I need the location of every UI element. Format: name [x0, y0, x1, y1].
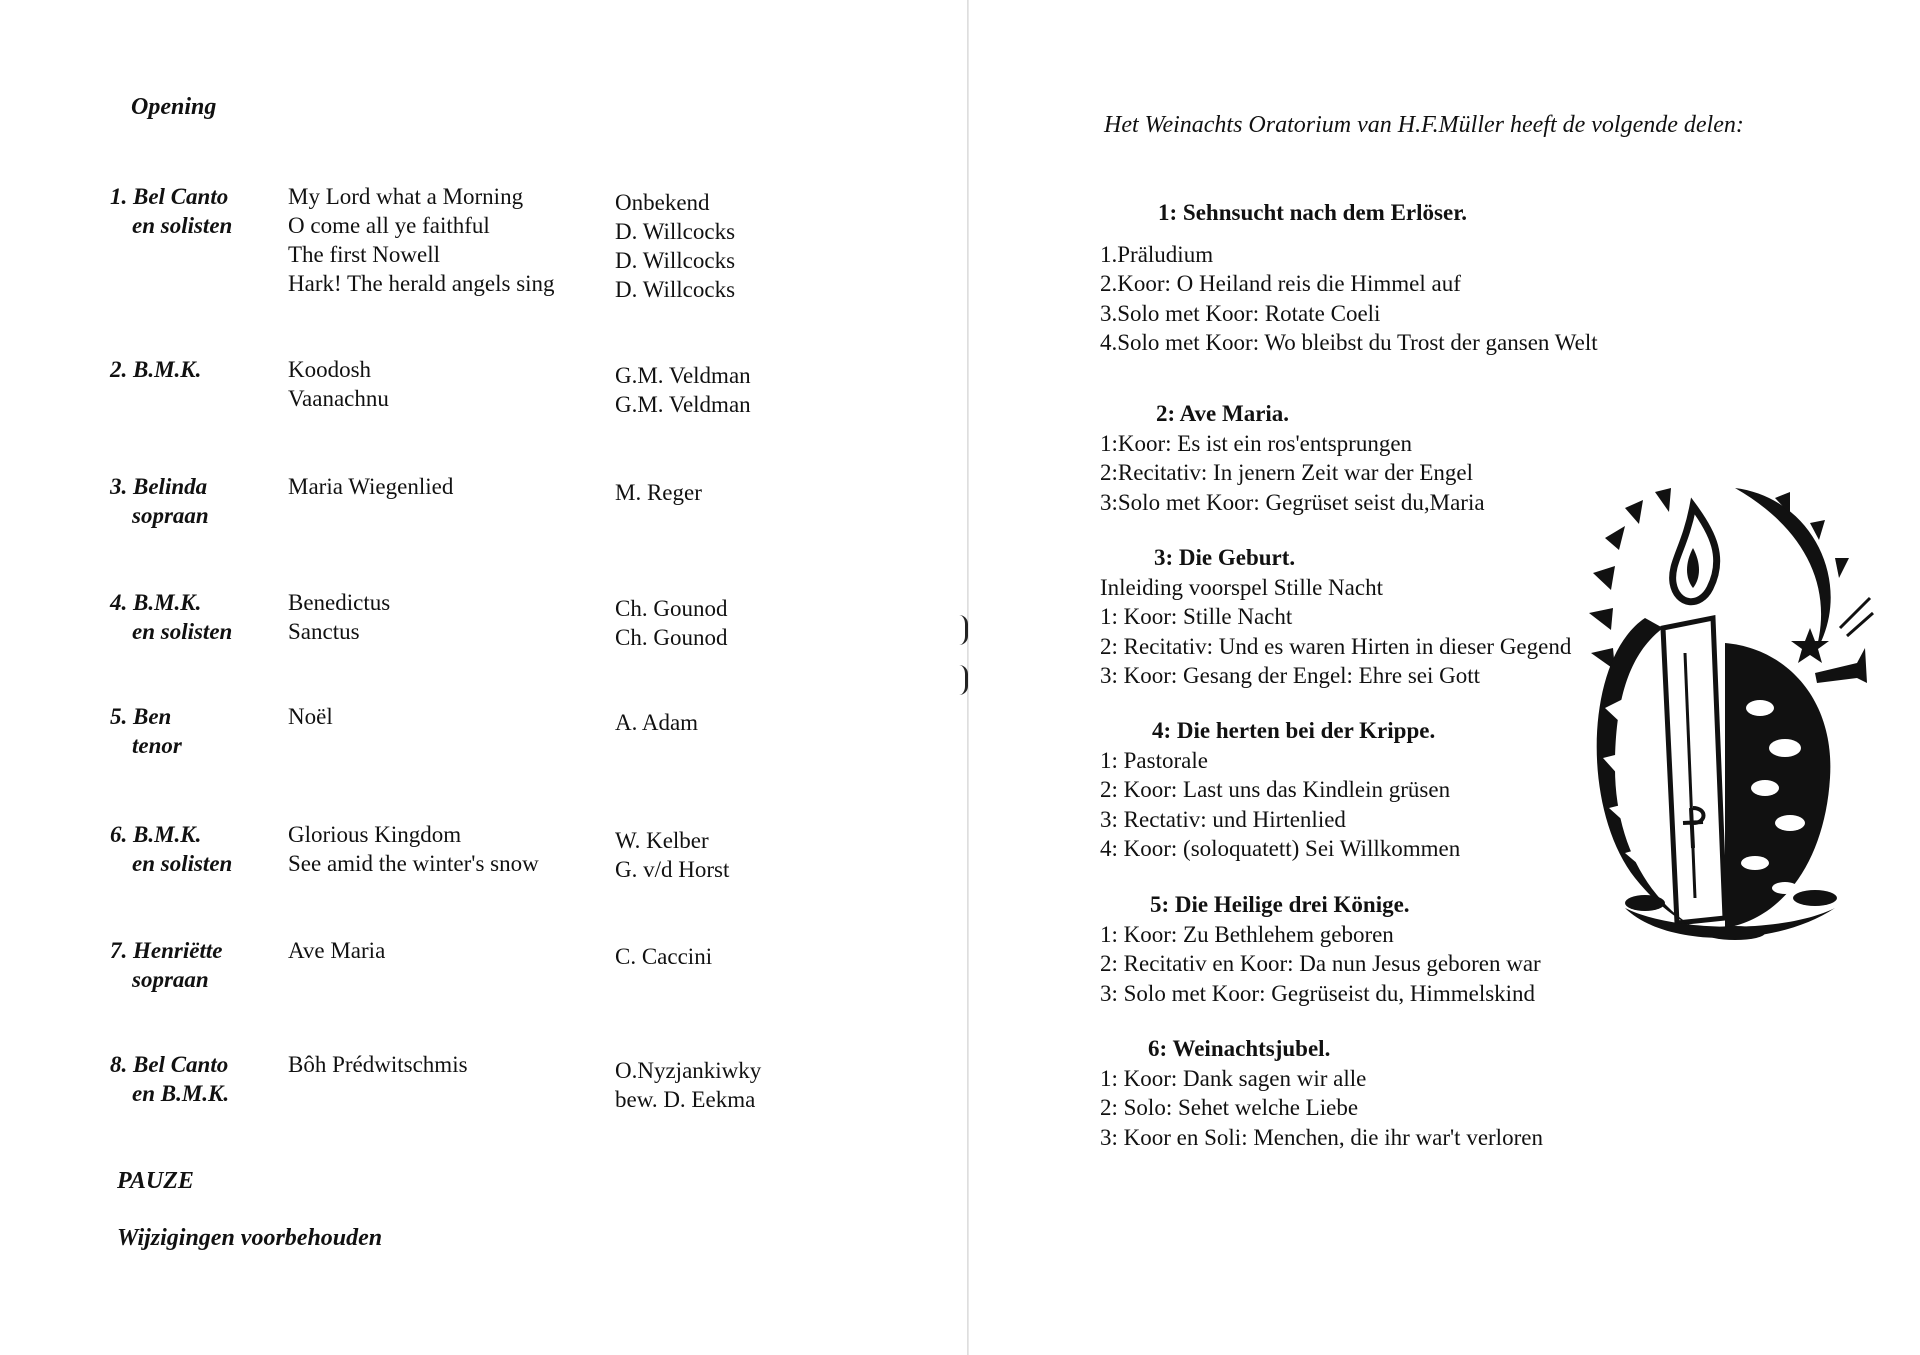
- composers: M. Reger: [615, 480, 702, 505]
- section-line: 4.Solo met Koor: Wo bleibst du Trost der gansen Welt: [1100, 330, 1598, 355]
- section-line: 1: Pastorale: [1100, 747, 1208, 773]
- binding-mark: [959, 665, 968, 695]
- performer: 7. Henriëtte sopraan: [110, 938, 223, 992]
- section-line: 2: Koor: Last uns das Kindlein grüsen: [1100, 777, 1451, 802]
- piece-titles: My Lord what a Morning O come all ye faithful The first Nowell Hark! The herald angels sing: [288, 184, 555, 296]
- composers: C. Caccini: [615, 944, 713, 969]
- section-line: 3.Solo met Koor: Rotate Coeli: [1100, 300, 1381, 326]
- section-title: 3: Die Geburt.: [1154, 545, 1296, 570]
- oratorio-section: [1100, 890, 1541, 1008]
- section-line: 1: Koor: Stille Nacht: [1100, 604, 1293, 629]
- christmas-candle-icon: [1585, 478, 1875, 948]
- section-line: 2.Koor: O Heiland reis die Himmel auf: [1100, 271, 1461, 296]
- section-line: 2: Recitativ en Koor: Da nun Jesus geboren war: [1100, 951, 1541, 976]
- piece-titles: Koodosh Vaanachnu: [288, 357, 389, 411]
- performer: 5. Ben tenor: [110, 704, 182, 758]
- section-line: Inleiding voorspel Stille Nacht: [1100, 574, 1383, 600]
- section-line: 3:Solo met Koor: Gegrüset seist du,Maria: [1100, 489, 1485, 515]
- performer: 8. Bel Canto en B.M.K.: [110, 1052, 230, 1106]
- changes-reserved-note: Wijzigingen voorbehouden: [117, 1225, 383, 1251]
- section-title: 2: Ave Maria.: [1156, 401, 1290, 426]
- composers: G.M. Veldman G.M. Veldman: [615, 363, 751, 417]
- section-line: 3: Koor: Gesang der Engel: Ehre sei Gott: [1100, 663, 1481, 688]
- oratorio-section: [1100, 543, 1571, 691]
- binding-mark: [959, 615, 968, 645]
- performer: 4. B.M.K. en solisten: [110, 590, 233, 644]
- section-line: 3: Solo met Koor: Gegrüseist du, Himmelskind: [1100, 980, 1536, 1006]
- opening-heading: Opening: [131, 94, 217, 120]
- section-title: 6: Weinachtsjubel.: [1148, 1036, 1331, 1061]
- performer: 3. Belinda sopraan: [110, 474, 209, 528]
- oratorio-section: [1100, 198, 1598, 358]
- piece-titles: Noël: [288, 704, 333, 729]
- section-line: 3: Koor en Soli: Menchen, die ihr war't verloren: [1100, 1124, 1543, 1150]
- section-line: 2:Recitativ: In jenern Zeit war der Engel: [1100, 460, 1473, 485]
- section-line: 1: Koor: Zu Bethlehem geboren: [1100, 921, 1394, 947]
- piece-titles: Bôh Prédwitschmis: [288, 1052, 468, 1077]
- section-line: 4: Koor: (soloquatett) Sei Willkommen: [1100, 836, 1461, 861]
- piece-titles: Ave Maria: [288, 938, 386, 963]
- section-title: 5: Die Heilige drei Könige.: [1150, 892, 1410, 917]
- composers: W. Kelber G. v/d Horst: [615, 828, 730, 882]
- pause-label: PAUZE: [117, 1168, 194, 1194]
- section-title: 4: Die herten bei der Krippe.: [1152, 718, 1436, 743]
- section-line: 1.Präludium: [1100, 241, 1214, 267]
- performer: 2. B.M.K.: [110, 357, 202, 382]
- oratorio-intro: Het Weinachts Oratorium van H.F.Müller heeft de volgende delen:: [1104, 112, 1744, 138]
- performer: 6. B.M.K. en solisten: [110, 822, 233, 876]
- section-line: 3: Rectativ: und Hirtenlied: [1100, 806, 1346, 832]
- piece-titles: Benedictus Sanctus: [288, 590, 391, 644]
- section-line: 2: Recitativ: Und es waren Hirten in dieser Gegend: [1100, 633, 1572, 659]
- section-line: 1:Koor: Es ist ein ros'entsprungen: [1100, 430, 1413, 456]
- composers: A. Adam: [615, 710, 699, 735]
- composers: O.Nyzjankiwky bew. D. Eekma: [615, 1058, 762, 1112]
- performer: 1. Bel Canto en solisten: [110, 184, 233, 238]
- section-line: 2: Solo: Sehet welche Liebe: [1100, 1095, 1359, 1120]
- composers: Onbekend D. Willcocks D. Willcocks D. Willcocks: [615, 190, 736, 302]
- oratorio-section: [1100, 716, 1460, 864]
- oratorio-section: [1100, 1034, 1543, 1152]
- composers: Ch. Gounod Ch. Gounod: [615, 596, 728, 650]
- piece-titles: Maria Wiegenlied: [288, 474, 454, 499]
- section-line: 1: Koor: Dank sagen wir alle: [1100, 1065, 1367, 1091]
- piece-titles: Glorious Kingdom See amid the winter's snow: [288, 822, 539, 876]
- section-title: 1: Sehnsucht nach dem Erlöser.: [1158, 200, 1468, 225]
- oratorio-section: [1100, 399, 1485, 517]
